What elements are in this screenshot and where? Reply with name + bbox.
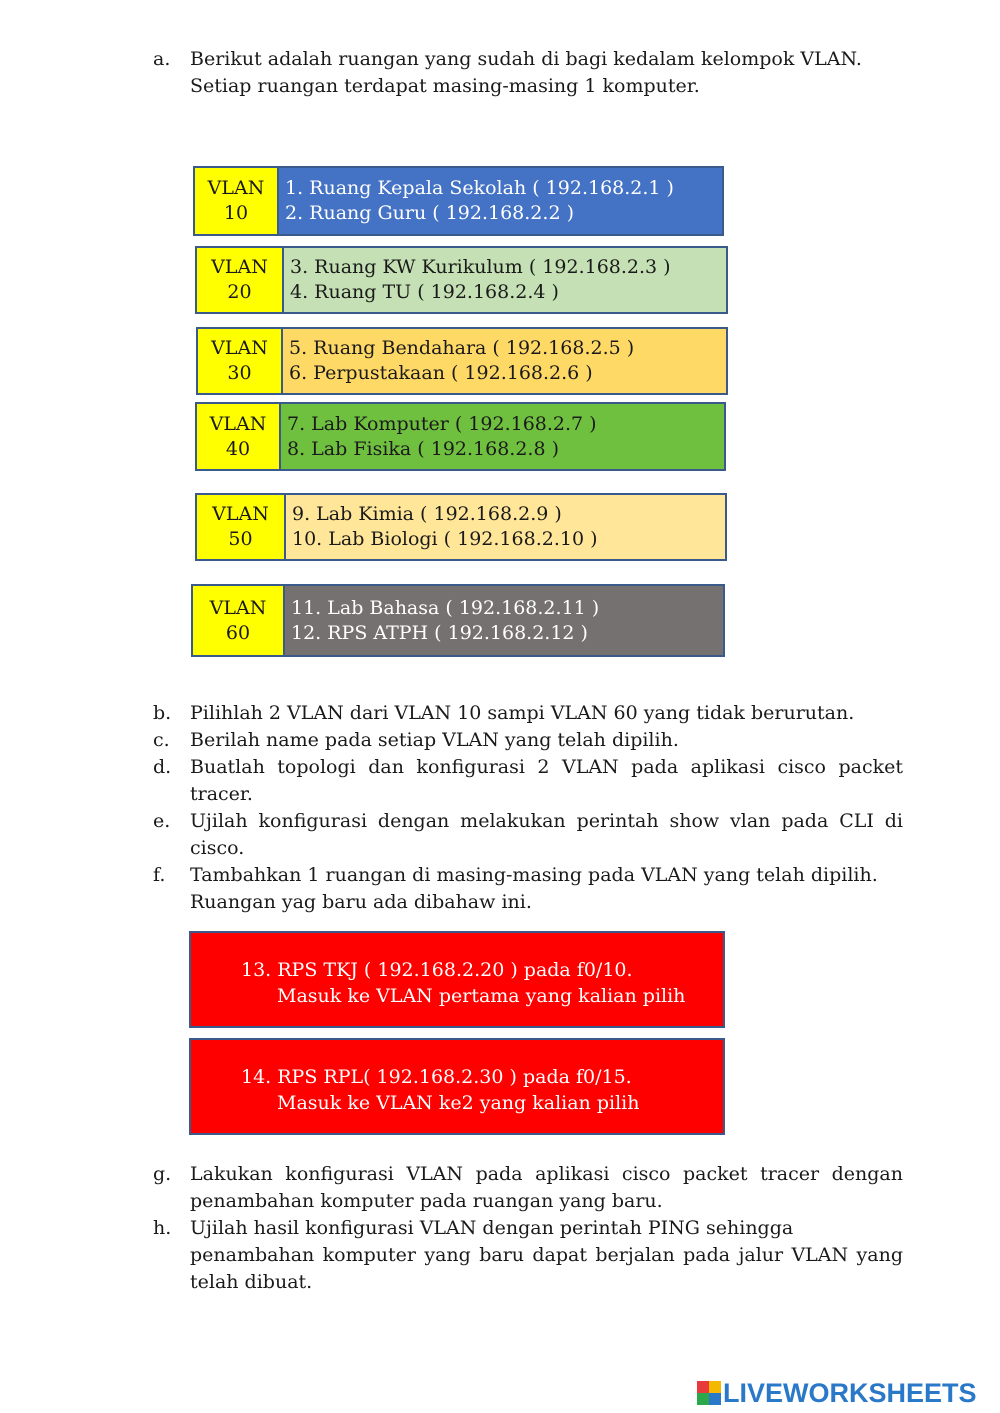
vlan-rooms <box>283 329 726 393</box>
instruction-a <box>153 46 903 100</box>
room-entry: 2. Ruang Guru ( 192.168.2.2 ) <box>285 202 574 224</box>
vlan-label <box>197 248 284 312</box>
vlan-number: 10 <box>223 202 249 224</box>
vlan-40-box <box>195 402 726 471</box>
vlan-label <box>195 168 279 234</box>
instruction-text: Buatlah topologi dan konfigurasi 2 VLAN pada aplikasi cisco packet tracer. <box>190 756 903 805</box>
vlan-number: 40 <box>225 437 251 460</box>
logo-text: LIVEWORKSHEETS <box>723 1377 977 1408</box>
room-entry: 10. Lab Biologi ( 192.168.2.10 ) <box>292 528 598 550</box>
new-room-14-box <box>189 1038 725 1135</box>
vlan-number: 30 <box>227 362 252 384</box>
new-room-title: 13. RPS TKJ ( 192.168.2.20 ) pada f0/10. <box>241 959 633 981</box>
vlan-rooms <box>279 168 722 234</box>
instruction-letter: h. <box>153 1217 172 1239</box>
instruction-f <box>153 862 903 916</box>
vlan-label-text: VLAN <box>209 596 267 619</box>
instruction-c <box>153 727 903 754</box>
instruction-text: Berikut adalah ruangan yang sudah di bagi kedalam kelompok VLAN. <box>190 48 862 70</box>
vlan-label <box>193 586 285 655</box>
vlan-label <box>197 404 281 469</box>
vlan-label <box>197 495 286 559</box>
instruction-letter: b. <box>153 702 172 724</box>
instruction-text: Setiap ruangan terdapat masing-masing 1 komputer. <box>190 75 700 97</box>
instruction-text: Lakukan konfigurasi VLAN pada aplikasi cisco packet tracer dengan penambahan komputer pada ruangan yang baru. <box>190 1163 903 1212</box>
instruction-text: Pilihlah 2 VLAN dari VLAN 10 sampi VLAN 60 yang tidak berurutan. <box>190 702 855 724</box>
vlan-rooms <box>281 404 724 469</box>
liveworksheets-logo[interactable] <box>697 1379 977 1407</box>
vlan-label-text: VLAN <box>211 256 268 278</box>
vlan-60-box <box>191 584 725 657</box>
room-entry: 8. Lab Fisika ( 192.168.2.8 ) <box>287 437 560 460</box>
vlan-label-text: VLAN <box>211 337 268 359</box>
room-entry: 7. Lab Komputer ( 192.168.2.7 ) <box>287 412 597 435</box>
vlan-10-box <box>193 166 724 236</box>
new-room-note: Masuk ke VLAN ke2 yang kalian pilih <box>277 1092 640 1114</box>
vlan-50-box <box>195 493 727 561</box>
instruction-h <box>153 1215 903 1296</box>
new-room-13-box <box>189 931 725 1028</box>
vlan-label-text: VLAN <box>212 503 269 525</box>
instruction-d <box>153 754 903 808</box>
instruction-text: penambahan komputer yang baru dapat berjalan pada jalur VLAN yang telah dibuat. <box>190 1244 903 1293</box>
instruction-text: Ruangan yag baru ada dibahaw ini. <box>190 891 532 913</box>
vlan-20-box <box>195 246 728 314</box>
room-entry: 9. Lab Kimia ( 192.168.2.9 ) <box>292 503 562 525</box>
vlan-label-text: VLAN <box>209 412 267 435</box>
room-entry: 6. Perpustakaan ( 192.168.2.6 ) <box>289 362 593 384</box>
instruction-text: Tambahkan 1 ruangan di masing-masing pada VLAN yang telah dipilih. <box>190 864 878 886</box>
vlan-label <box>198 329 283 393</box>
instruction-b <box>153 700 903 727</box>
room-entry: 3. Ruang KW Kurikulum ( 192.168.2.3 ) <box>290 256 671 278</box>
vlan-rooms <box>285 586 723 655</box>
room-entry: 11. Lab Bahasa ( 192.168.2.11 ) <box>291 596 600 619</box>
instruction-text: Ujilah hasil konfigurasi VLAN dengan perintah PING sehingga <box>190 1217 794 1239</box>
instruction-g <box>153 1161 903 1215</box>
vlan-number: 20 <box>227 281 252 303</box>
instruction-text: Ujilah konfigurasi dengan melakukan perintah show vlan pada CLI di cisco. <box>190 810 903 859</box>
instruction-text: Berilah name pada setiap VLAN yang telah dipilih. <box>190 729 679 751</box>
instruction-letter: d. <box>153 756 172 778</box>
vlan-rooms <box>284 248 726 312</box>
room-entry: 12. RPS ATPH ( 192.168.2.12 ) <box>291 621 588 644</box>
instruction-letter: c. <box>153 729 170 751</box>
room-entry: 1. Ruang Kepala Sekolah ( 192.168.2.1 ) <box>285 177 674 199</box>
vlan-30-box <box>196 327 728 395</box>
room-entry: 4. Ruang TU ( 192.168.2.4 ) <box>290 281 559 303</box>
instruction-e <box>153 808 903 862</box>
vlan-number: 50 <box>228 528 253 550</box>
vlan-rooms <box>286 495 725 559</box>
instruction-letter: g. <box>153 1163 172 1185</box>
vlan-label-text: VLAN <box>207 177 265 199</box>
room-entry: 5. Ruang Bendahara ( 192.168.2.5 ) <box>289 337 635 359</box>
new-room-title: 14. RPS RPL( 192.168.2.30 ) pada f0/15. <box>241 1066 632 1088</box>
instruction-letter: f. <box>153 864 166 886</box>
instruction-letter: e. <box>153 810 171 832</box>
vlan-number: 60 <box>225 621 251 644</box>
instruction-letter: a. <box>153 48 171 70</box>
new-room-note: Masuk ke VLAN pertama yang kalian pilih <box>277 985 686 1007</box>
liveworksheets-logo-icon <box>697 1381 721 1405</box>
